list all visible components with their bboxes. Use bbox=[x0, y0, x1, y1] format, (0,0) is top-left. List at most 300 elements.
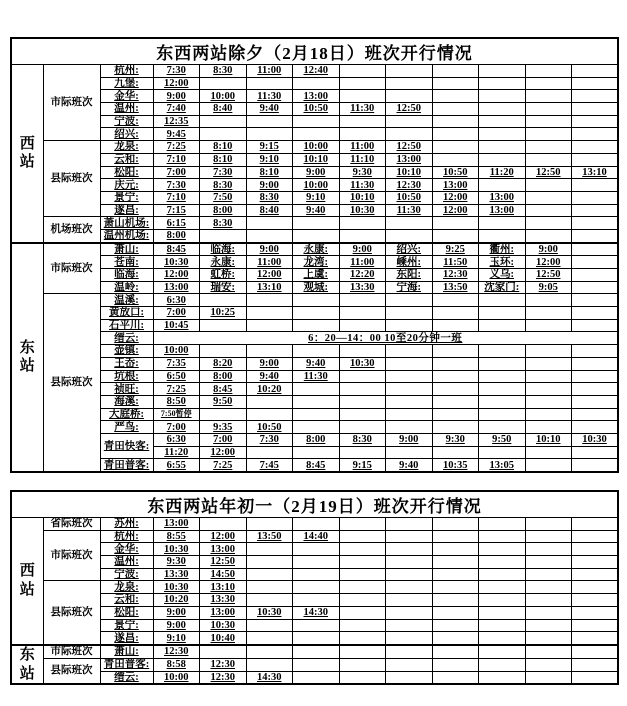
empty-cell bbox=[339, 370, 386, 383]
empty-cell bbox=[525, 671, 572, 684]
time-cell: 12:00 bbox=[432, 191, 479, 204]
empty-cell bbox=[525, 581, 572, 594]
empty-cell bbox=[572, 671, 619, 684]
station-label bbox=[11, 243, 43, 472]
destination-cell: 壶镇: bbox=[100, 345, 153, 358]
time-cell: 12:50 bbox=[386, 103, 433, 116]
time-cell: 12:20 bbox=[339, 269, 386, 282]
empty-cell bbox=[200, 645, 247, 658]
empty-cell bbox=[572, 128, 619, 141]
schedule-row bbox=[11, 103, 618, 116]
empty-cell bbox=[386, 619, 433, 632]
time-cell: 13:50 bbox=[432, 281, 479, 294]
empty-cell bbox=[525, 421, 572, 434]
schedule-row bbox=[11, 619, 618, 632]
empty-cell bbox=[525, 294, 572, 307]
schedule-row bbox=[11, 459, 618, 472]
time-cell: 12:50 bbox=[200, 556, 247, 569]
time-cell: 11:30 bbox=[293, 370, 340, 383]
empty-cell bbox=[339, 671, 386, 684]
time-cell: 12:00 bbox=[200, 446, 247, 459]
destination-cell: 王岙: bbox=[100, 357, 153, 370]
time-cell: 10:30 bbox=[200, 619, 247, 632]
empty-cell bbox=[525, 319, 572, 332]
empty-cell bbox=[572, 217, 619, 230]
time-cell: 8:50 bbox=[153, 395, 200, 408]
empty-cell bbox=[339, 619, 386, 632]
destination-cell: 宁波: bbox=[100, 115, 153, 128]
schedule-row bbox=[11, 90, 618, 103]
schedule-row bbox=[11, 556, 618, 569]
time-cell: 10:30 bbox=[572, 433, 619, 446]
empty-cell bbox=[293, 446, 340, 459]
empty-cell bbox=[479, 408, 526, 421]
empty-cell bbox=[339, 581, 386, 594]
schedule-row bbox=[11, 357, 618, 370]
empty-cell bbox=[525, 459, 572, 472]
empty-cell bbox=[572, 594, 619, 607]
time-cell: 8:30 bbox=[200, 217, 247, 230]
schedule-row bbox=[11, 141, 618, 154]
time-cell: 11:20 bbox=[153, 446, 200, 459]
empty-cell bbox=[432, 568, 479, 581]
empty-cell bbox=[572, 90, 619, 103]
category-label: 市际班次 bbox=[43, 243, 100, 294]
empty-cell bbox=[479, 115, 526, 128]
schedule-row bbox=[11, 581, 618, 594]
empty-cell bbox=[339, 421, 386, 434]
time-cell: 9:00 bbox=[153, 90, 200, 103]
empty-cell bbox=[572, 446, 619, 459]
empty-cell bbox=[479, 619, 526, 632]
station-label-char: 站 bbox=[19, 358, 35, 375]
time-cell: 12:00 bbox=[153, 77, 200, 90]
empty-cell bbox=[432, 103, 479, 116]
schedule-row bbox=[11, 658, 618, 671]
station-label-char: 站 bbox=[19, 581, 35, 598]
empty-cell bbox=[200, 115, 247, 128]
empty-cell bbox=[200, 319, 247, 332]
station-label-char: 站 bbox=[19, 665, 35, 682]
destination-cell: 青田快客: bbox=[100, 433, 153, 458]
empty-cell bbox=[432, 408, 479, 421]
time-cell: 14:40 bbox=[293, 530, 340, 543]
empty-cell bbox=[432, 217, 479, 230]
empty-cell bbox=[339, 645, 386, 658]
empty-cell bbox=[293, 632, 340, 645]
time-cell: 9:00 bbox=[525, 243, 572, 256]
time-cell: 9:40 bbox=[293, 357, 340, 370]
time-cell: 12:40 bbox=[293, 65, 340, 78]
time-cell: 9:00 bbox=[339, 243, 386, 256]
destination-cell: 温州: bbox=[100, 103, 153, 116]
schedule-row bbox=[11, 370, 618, 383]
category-label: 省际班次 bbox=[43, 518, 100, 531]
empty-cell bbox=[386, 594, 433, 607]
empty-cell bbox=[432, 307, 479, 320]
time-cell: 13:50 bbox=[246, 530, 293, 543]
time-cell: 13:30 bbox=[153, 568, 200, 581]
schedule-row bbox=[11, 179, 618, 192]
table-body-feb19 bbox=[11, 518, 618, 685]
schedule-table-feb19 bbox=[10, 490, 619, 685]
destination-cell: 海溪: bbox=[100, 395, 153, 408]
empty-cell bbox=[572, 632, 619, 645]
time-cell: 12:50 bbox=[525, 166, 572, 179]
category-label: 县际班次 bbox=[43, 294, 100, 472]
schedule-row bbox=[11, 543, 618, 556]
empty-cell bbox=[479, 543, 526, 556]
empty-cell bbox=[293, 319, 340, 332]
time-cell: 8:10 bbox=[200, 141, 247, 154]
time-cell: 9:00 bbox=[153, 606, 200, 619]
empty-cell bbox=[386, 77, 433, 90]
time-cell: 13:00 bbox=[200, 606, 247, 619]
time-cell: 10:20 bbox=[246, 383, 293, 396]
schedule-row bbox=[11, 594, 618, 607]
time-cell: 临海: bbox=[200, 243, 247, 256]
time-cell: 12:30 bbox=[153, 645, 200, 658]
empty-cell bbox=[293, 581, 340, 594]
empty-cell bbox=[525, 658, 572, 671]
time-cell: 11:00 bbox=[339, 141, 386, 154]
destination-cell: 温州: bbox=[100, 556, 153, 569]
empty-cell bbox=[200, 229, 247, 242]
destination-cell: 石平川: bbox=[100, 319, 153, 332]
time-cell: 10:50 bbox=[246, 421, 293, 434]
time-cell: 12:00 bbox=[525, 256, 572, 269]
schedule-row bbox=[11, 530, 618, 543]
time-cell: 9:30 bbox=[432, 433, 479, 446]
destination-cell: 萧山机场: bbox=[100, 217, 153, 230]
time-cell: 8:00 bbox=[153, 229, 200, 242]
empty-cell bbox=[572, 581, 619, 594]
station-label-char: 西 bbox=[19, 563, 35, 580]
time-cell: 义乌: bbox=[479, 269, 526, 282]
time-cell: 7:40 bbox=[153, 103, 200, 116]
time-cell: 11:00 bbox=[339, 256, 386, 269]
category-label: 县际班次 bbox=[43, 141, 100, 217]
station-label-char: 西 bbox=[19, 135, 35, 152]
time-cell: 7:00 bbox=[153, 421, 200, 434]
time-cell: 8:10 bbox=[246, 166, 293, 179]
time-cell: 12:00 bbox=[200, 530, 247, 543]
time-cell: 11:20 bbox=[479, 166, 526, 179]
destination-cell: 金华: bbox=[100, 543, 153, 556]
destination-cell: 杭州: bbox=[100, 530, 153, 543]
empty-cell bbox=[572, 204, 619, 217]
schedule-row bbox=[11, 294, 618, 307]
category-label: 县际班次 bbox=[43, 581, 100, 645]
time-cell: 观城: bbox=[293, 281, 340, 294]
frequency-note-cell: 6：20—14：00 10至20分钟一班 bbox=[153, 332, 618, 345]
empty-cell bbox=[246, 408, 293, 421]
empty-cell bbox=[246, 581, 293, 594]
empty-cell bbox=[479, 65, 526, 78]
empty-cell bbox=[432, 115, 479, 128]
destination-cell: 严鸟: bbox=[100, 421, 153, 434]
time-cell: 衢州: bbox=[479, 243, 526, 256]
time-cell: 上虞: bbox=[293, 269, 340, 282]
empty-cell bbox=[386, 658, 433, 671]
time-cell: 11:30 bbox=[339, 103, 386, 116]
time-cell: 7:15 bbox=[153, 204, 200, 217]
empty-cell bbox=[525, 383, 572, 396]
empty-cell bbox=[479, 217, 526, 230]
empty-cell bbox=[386, 568, 433, 581]
empty-cell bbox=[432, 518, 479, 531]
destination-cell: 青田普客: bbox=[100, 658, 153, 671]
time-cell: 7:10 bbox=[153, 153, 200, 166]
time-cell: 11:30 bbox=[246, 90, 293, 103]
empty-cell bbox=[386, 217, 433, 230]
time-cell: 9:30 bbox=[339, 166, 386, 179]
destination-cell: 松阳: bbox=[100, 606, 153, 619]
empty-cell bbox=[339, 383, 386, 396]
time-cell: 9:50 bbox=[479, 433, 526, 446]
empty-cell bbox=[572, 530, 619, 543]
empty-cell bbox=[386, 518, 433, 531]
time-cell: 10:30 bbox=[153, 581, 200, 594]
time-cell: 瑞安: bbox=[200, 281, 247, 294]
time-cell: 9:00 bbox=[246, 357, 293, 370]
schedule-row bbox=[11, 269, 618, 282]
time-cell: 12:50 bbox=[386, 141, 433, 154]
empty-cell bbox=[432, 229, 479, 242]
destination-cell: 遂昌: bbox=[100, 632, 153, 645]
destination-cell: 祯旺: bbox=[100, 383, 153, 396]
empty-cell bbox=[293, 128, 340, 141]
empty-cell bbox=[572, 383, 619, 396]
time-cell: 10:00 bbox=[293, 179, 340, 192]
empty-cell bbox=[479, 128, 526, 141]
empty-cell bbox=[200, 518, 247, 531]
station-label bbox=[11, 645, 43, 685]
time-cell: 7:00 bbox=[200, 433, 247, 446]
empty-cell bbox=[246, 395, 293, 408]
empty-cell bbox=[339, 128, 386, 141]
empty-cell bbox=[386, 370, 433, 383]
time-cell: 沈家门: bbox=[479, 281, 526, 294]
destination-cell: 大庭桥: bbox=[100, 408, 153, 421]
time-cell: 9:40 bbox=[293, 204, 340, 217]
empty-cell bbox=[386, 632, 433, 645]
destination-cell: 遂昌: bbox=[100, 204, 153, 217]
empty-cell bbox=[525, 568, 572, 581]
time-cell: 9:00 bbox=[386, 433, 433, 446]
time-cell: 9:40 bbox=[386, 459, 433, 472]
schedule-row bbox=[11, 332, 618, 345]
time-cell: 嵊州: bbox=[386, 256, 433, 269]
empty-cell bbox=[525, 90, 572, 103]
empty-cell bbox=[293, 518, 340, 531]
time-cell: 14:30 bbox=[293, 606, 340, 619]
time-cell: 7:10 bbox=[153, 191, 200, 204]
time-cell: 7:30 bbox=[200, 166, 247, 179]
empty-cell bbox=[293, 594, 340, 607]
empty-cell bbox=[246, 619, 293, 632]
empty-cell bbox=[339, 217, 386, 230]
empty-cell bbox=[525, 395, 572, 408]
empty-cell bbox=[386, 115, 433, 128]
time-cell: 10:40 bbox=[200, 632, 247, 645]
time-cell: 11:00 bbox=[246, 256, 293, 269]
schedule-row bbox=[11, 191, 618, 204]
empty-cell bbox=[572, 191, 619, 204]
time-cell: 13:00 bbox=[200, 543, 247, 556]
time-cell: 9:10 bbox=[293, 191, 340, 204]
empty-cell bbox=[525, 115, 572, 128]
time-cell: 8:30 bbox=[200, 65, 247, 78]
time-cell: 9:10 bbox=[153, 632, 200, 645]
empty-cell bbox=[525, 229, 572, 242]
empty-cell bbox=[479, 632, 526, 645]
time-cell: 10:10 bbox=[525, 433, 572, 446]
empty-cell bbox=[525, 345, 572, 358]
time-cell: 13:05 bbox=[479, 459, 526, 472]
empty-cell bbox=[525, 518, 572, 531]
empty-cell bbox=[572, 319, 619, 332]
time-cell: 东阳: bbox=[386, 269, 433, 282]
empty-cell bbox=[572, 658, 619, 671]
schedule-row bbox=[11, 433, 618, 446]
empty-cell bbox=[525, 543, 572, 556]
time-cell: 10:10 bbox=[339, 191, 386, 204]
schedule-row bbox=[11, 256, 618, 269]
time-cell: 12:00 bbox=[246, 269, 293, 282]
empty-cell bbox=[525, 645, 572, 658]
time-cell: 10:50 bbox=[293, 103, 340, 116]
empty-cell bbox=[525, 103, 572, 116]
time-cell: 12:30 bbox=[432, 269, 479, 282]
empty-cell bbox=[479, 556, 526, 569]
empty-cell bbox=[432, 671, 479, 684]
empty-cell bbox=[432, 90, 479, 103]
empty-cell bbox=[479, 103, 526, 116]
time-cell: 11:30 bbox=[339, 179, 386, 192]
schedule-row bbox=[11, 307, 618, 320]
empty-cell bbox=[339, 77, 386, 90]
destination-cell: 云和: bbox=[100, 153, 153, 166]
time-cell: 10:10 bbox=[386, 166, 433, 179]
schedule-row bbox=[11, 606, 618, 619]
empty-cell bbox=[525, 632, 572, 645]
schedule-row bbox=[11, 217, 618, 230]
empty-cell bbox=[432, 128, 479, 141]
time-cell: 7:50暂停 bbox=[153, 408, 200, 421]
schedule-row bbox=[11, 645, 618, 658]
empty-cell bbox=[293, 345, 340, 358]
empty-cell bbox=[525, 370, 572, 383]
empty-cell bbox=[339, 229, 386, 242]
empty-cell bbox=[339, 543, 386, 556]
time-cell: 永康: bbox=[200, 256, 247, 269]
empty-cell bbox=[246, 543, 293, 556]
empty-cell bbox=[339, 518, 386, 531]
empty-cell bbox=[293, 658, 340, 671]
destination-cell: 苍南: bbox=[100, 256, 153, 269]
empty-cell bbox=[339, 606, 386, 619]
destination-cell: 坑根: bbox=[100, 370, 153, 383]
empty-cell bbox=[200, 77, 247, 90]
destination-cell: 九堡: bbox=[100, 77, 153, 90]
empty-cell bbox=[386, 65, 433, 78]
empty-cell bbox=[386, 319, 433, 332]
empty-cell bbox=[386, 606, 433, 619]
time-cell: 10:20 bbox=[153, 594, 200, 607]
time-cell: 7:30 bbox=[153, 179, 200, 192]
time-cell: 9:40 bbox=[246, 103, 293, 116]
empty-cell bbox=[572, 645, 619, 658]
time-cell: 8:40 bbox=[200, 103, 247, 116]
empty-cell bbox=[339, 446, 386, 459]
time-cell: 11:10 bbox=[339, 153, 386, 166]
destination-cell: 杭州: bbox=[100, 65, 153, 78]
empty-cell bbox=[432, 357, 479, 370]
time-cell: 11:00 bbox=[246, 65, 293, 78]
schedule-row bbox=[11, 243, 618, 256]
destination-cell: 松阳: bbox=[100, 166, 153, 179]
schedule-row bbox=[11, 671, 618, 684]
empty-cell bbox=[572, 568, 619, 581]
empty-cell bbox=[293, 217, 340, 230]
time-cell: 永康: bbox=[293, 243, 340, 256]
time-cell: 10:10 bbox=[293, 153, 340, 166]
time-cell: 绍兴: bbox=[386, 243, 433, 256]
empty-cell bbox=[386, 530, 433, 543]
schedule-row bbox=[11, 166, 618, 179]
empty-cell bbox=[572, 281, 619, 294]
empty-cell bbox=[479, 530, 526, 543]
empty-cell bbox=[386, 408, 433, 421]
empty-cell bbox=[432, 395, 479, 408]
empty-cell bbox=[293, 619, 340, 632]
station-label-char: 站 bbox=[19, 154, 35, 171]
empty-cell bbox=[572, 543, 619, 556]
destination-cell: 温州机场: bbox=[100, 229, 153, 242]
time-cell: 7:00 bbox=[153, 166, 200, 179]
empty-cell bbox=[432, 153, 479, 166]
empty-cell bbox=[572, 421, 619, 434]
time-cell: 8:00 bbox=[293, 433, 340, 446]
time-cell: 12:30 bbox=[200, 671, 247, 684]
destination-cell: 临海: bbox=[100, 269, 153, 282]
time-cell: 宁海: bbox=[386, 281, 433, 294]
empty-cell bbox=[386, 556, 433, 569]
empty-cell bbox=[293, 543, 340, 556]
empty-cell bbox=[339, 408, 386, 421]
empty-cell bbox=[572, 345, 619, 358]
empty-cell bbox=[386, 543, 433, 556]
schedule-row bbox=[11, 421, 618, 434]
time-cell: 13:10 bbox=[572, 166, 619, 179]
empty-cell bbox=[246, 307, 293, 320]
table-body-feb18 bbox=[11, 65, 618, 473]
empty-cell bbox=[246, 518, 293, 531]
empty-cell bbox=[432, 632, 479, 645]
destination-cell: 温溪: bbox=[100, 294, 153, 307]
empty-cell bbox=[572, 395, 619, 408]
time-cell: 8:00 bbox=[200, 370, 247, 383]
empty-cell bbox=[246, 319, 293, 332]
empty-cell bbox=[479, 606, 526, 619]
destination-cell: 苏州: bbox=[100, 518, 153, 531]
empty-cell bbox=[479, 90, 526, 103]
empty-cell bbox=[339, 345, 386, 358]
station-label bbox=[11, 65, 43, 243]
destination-cell: 龙泉: bbox=[100, 581, 153, 594]
time-cell: 8:00 bbox=[200, 204, 247, 217]
